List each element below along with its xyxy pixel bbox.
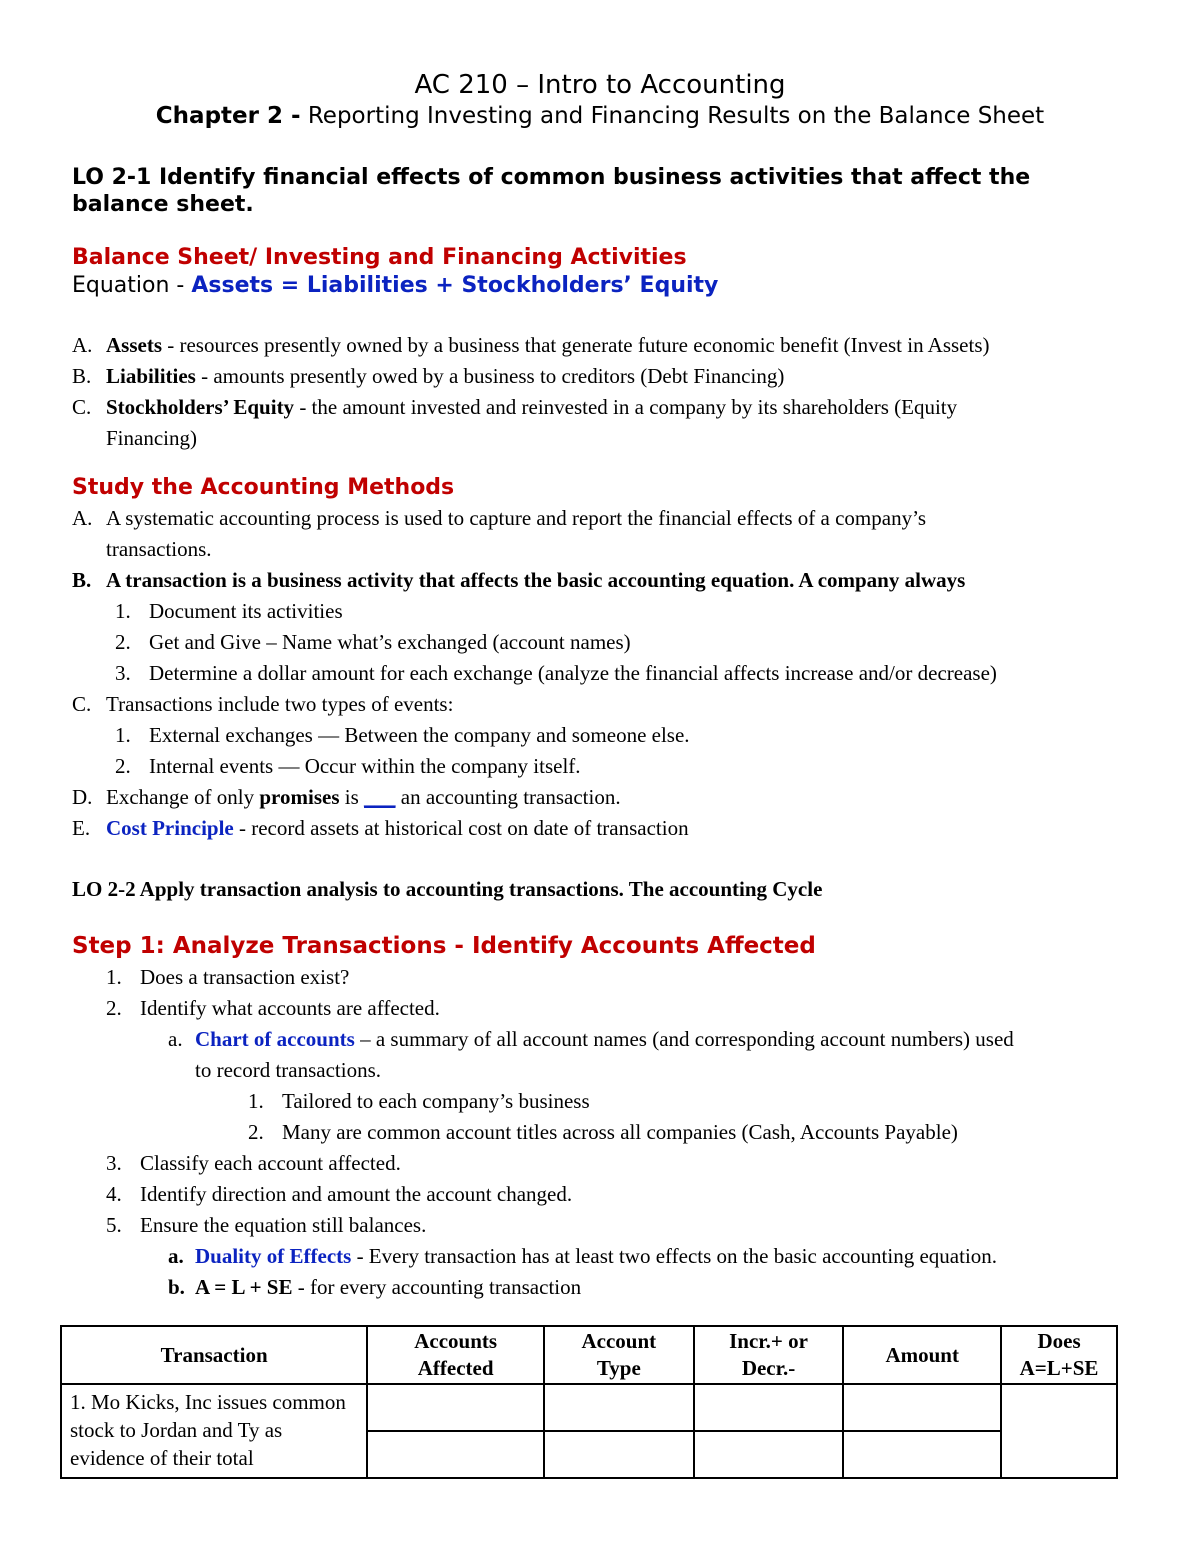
header-text: Accounts <box>414 1329 498 1353</box>
step1-subitem-continuation: to record transactions. <box>195 1058 382 1082</box>
methods-item-b: A transaction is a business activity that affects the basic accounting equation. A company always <box>106 568 966 592</box>
step1-item: Identify direction and amount the account changed. <box>140 1182 573 1206</box>
list-marker: 1. <box>115 723 131 747</box>
list-marker: 4. <box>106 1182 122 1206</box>
methods-item-d <box>106 782 621 813</box>
list-marker: E. <box>72 816 91 840</box>
list-item-continuation: Financing) <box>106 426 197 450</box>
incr-decr-cell[interactable] <box>694 1431 844 1478</box>
step1-item: Identify what accounts are affected. <box>140 996 440 1020</box>
list-marker: 3. <box>115 661 131 685</box>
list-marker: a. <box>168 1027 183 1051</box>
header-text: Incr.+ or <box>729 1329 808 1353</box>
transaction-description: 1. Mo Kicks, Inc issues common stock to Jordan and Ty as evidence of their total <box>61 1384 367 1478</box>
list-marker: A. <box>72 333 93 357</box>
header-amount: Amount <box>843 1326 1001 1384</box>
transaction-analysis-table <box>60 1325 1118 1479</box>
item-text: is <box>339 785 365 809</box>
list-marker: A. <box>72 506 93 530</box>
step1-subitem-equation <box>195 1272 581 1303</box>
header-text: Type <box>596 1356 641 1380</box>
list-marker: 5. <box>106 1213 122 1237</box>
header-account-type <box>544 1326 694 1384</box>
methods-heading: Study the Accounting Methods <box>72 475 455 500</box>
header-text: Does <box>1037 1329 1081 1353</box>
step1-subitem-chart <box>195 1024 1014 1055</box>
table-row <box>61 1384 1117 1431</box>
list-marker: b. <box>168 1275 185 1299</box>
list-item-liabilities <box>106 361 784 392</box>
methods-item-a-continuation: transactions. <box>106 537 212 561</box>
term-equity: Stockholders’ Equity <box>106 395 295 419</box>
list-marker: 1. <box>248 1089 264 1113</box>
term-chart-of-accounts: Chart of accounts <box>195 1027 355 1051</box>
item-text: - Every transaction has at least two effects on the basic accounting equation. <box>351 1244 998 1268</box>
list-marker: 1. <box>115 599 131 623</box>
header-transaction: Transaction <box>61 1326 367 1384</box>
list-marker: 3. <box>106 1151 122 1175</box>
methods-subitem: Determine a dollar amount for each exchange (analyze the financial affects increase and/or decrease) <box>149 661 997 685</box>
methods-item-c: Transactions include two types of events: <box>106 692 454 716</box>
term-assets: Assets <box>106 333 162 357</box>
does-balance-cell[interactable] <box>1001 1384 1117 1478</box>
equation-text: Assets = Liabilities + Stockholders’ Equity <box>191 273 719 298</box>
list-marker: 2. <box>248 1120 264 1144</box>
term-a-l-se: A = L + SE <box>195 1275 293 1299</box>
step1-subitem-duality <box>195 1241 997 1272</box>
fill-in-blank: ___ <box>364 785 396 809</box>
item-text: an accounting transaction. <box>395 785 621 809</box>
learning-objective-1: LO 2-1 Identify financial effects of common business activities that affect the balance sheet. <box>72 165 1031 217</box>
accounts-affected-cell[interactable] <box>367 1384 544 1431</box>
step1-subsubitem: Tailored to each company’s business <box>282 1089 590 1113</box>
equation-label: Equation - <box>72 273 192 298</box>
list-marker: a. <box>168 1244 184 1268</box>
term-cost-principle: Cost Principle <box>106 816 234 840</box>
course-title: AC 210 – Intro to Accounting <box>414 70 786 100</box>
methods-subitem: Get and Give – Name what’s exchanged (account names) <box>149 630 631 654</box>
header-does-balance <box>1001 1326 1117 1384</box>
list-item-text: - the amount invested and reinvested in a company by its shareholders (Equity <box>294 395 958 419</box>
chapter-subtitle: Reporting Investing and Financing Results on the Balance Sheet <box>300 103 1045 129</box>
header-text: Affected <box>417 1356 494 1380</box>
item-text: - record assets at historical cost on date of transaction <box>233 816 689 840</box>
list-marker: 1. <box>106 965 122 989</box>
incr-decr-cell[interactable] <box>694 1384 844 1431</box>
header-text: Decr.- <box>741 1356 796 1380</box>
step1-heading: Step 1: Analyze Transactions - Identify Accounts Affected <box>72 933 816 959</box>
item-text: Exchange of only <box>106 785 260 809</box>
list-item-equity <box>106 392 957 423</box>
term-duality-of-effects: Duality of Effects <box>195 1244 352 1268</box>
accounting-equation <box>72 273 718 298</box>
methods-subitem: Document its activities <box>149 599 343 623</box>
chapter-label: Chapter 2 - <box>155 103 301 129</box>
methods-item-a: A systematic accounting process is used to capture and report the financial effects of a company’s <box>106 506 927 530</box>
accounts-affected-cell[interactable] <box>367 1431 544 1478</box>
list-marker: 2. <box>106 996 122 1020</box>
header-incr-decr <box>694 1326 844 1384</box>
list-marker: D. <box>72 785 93 809</box>
term-promises: promises <box>259 785 340 809</box>
header-text: Account <box>581 1329 657 1353</box>
methods-subitem: Internal events — Occur within the company itself. <box>149 754 581 778</box>
table-header-row <box>61 1326 1117 1384</box>
learning-objective-2: LO 2-2 Apply transaction analysis to accounting transactions. The accounting Cycle <box>72 877 823 901</box>
list-marker: B. <box>72 364 92 388</box>
account-type-cell[interactable] <box>544 1431 694 1478</box>
amount-cell[interactable] <box>843 1384 1001 1431</box>
item-text: – a summary of all account names (and corresponding account numbers) used <box>354 1027 1014 1051</box>
header-text: A=L+SE <box>1019 1356 1099 1380</box>
list-marker: 2. <box>115 754 131 778</box>
list-item-assets <box>106 330 990 361</box>
step1-item: Ensure the equation still balances. <box>140 1213 427 1237</box>
chapter-title <box>0 103 1200 129</box>
term-liabilities: Liabilities <box>106 364 196 388</box>
item-text: - for every accounting transaction <box>292 1275 582 1299</box>
account-type-cell[interactable] <box>544 1384 694 1431</box>
list-item-text: - amounts presently owed by a business to creditors (Debt Financing) <box>195 364 785 388</box>
amount-cell[interactable] <box>843 1431 1001 1478</box>
step1-item: Classify each account affected. <box>140 1151 401 1175</box>
balance-sheet-heading: Balance Sheet/ Investing and Financing Activities <box>72 245 687 270</box>
list-marker: B. <box>72 568 92 592</box>
list-marker: C. <box>72 692 92 716</box>
step1-item: Does a transaction exist? <box>140 965 350 989</box>
list-item-text: - resources presently owned by a business that generate future economic benefit (Invest in Assets) <box>162 333 990 357</box>
methods-subitem: External exchanges — Between the company and someone else. <box>149 723 690 747</box>
step1-subsubitem: Many are common account titles across all companies (Cash, Accounts Payable) <box>282 1120 958 1144</box>
header-accounts-affected <box>367 1326 544 1384</box>
methods-item-e <box>106 813 689 844</box>
list-marker: 2. <box>115 630 131 654</box>
list-marker: C. <box>72 395 92 419</box>
